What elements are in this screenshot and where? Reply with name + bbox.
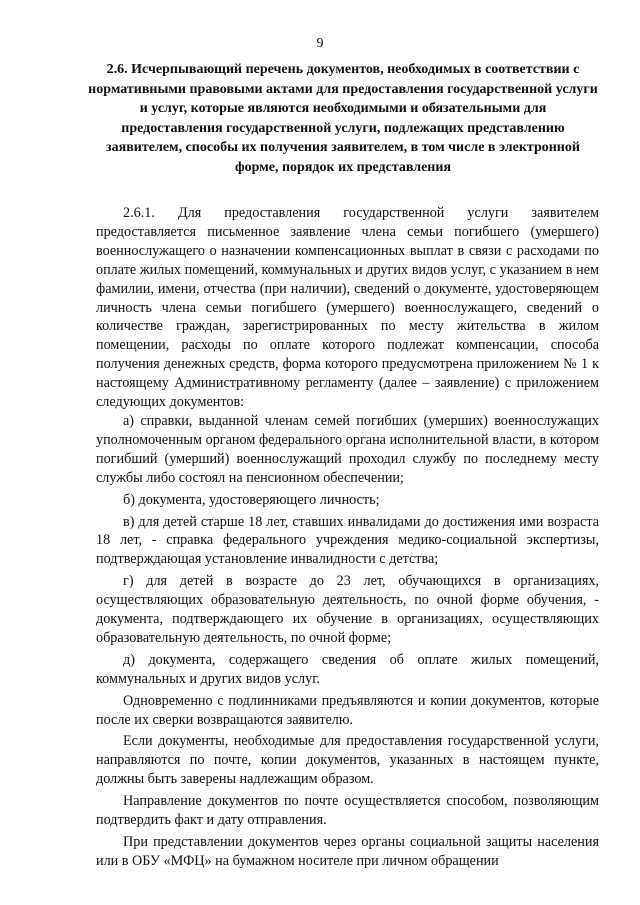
paragraph-mail-method: Направление документов по почте осуществляется способом, позволяющим подтвердить факт и дату отправления. — [96, 793, 599, 829]
section-heading: 2.6. Исчерпывающий перечень документов, необходимых в соответствии с нормативными правовыми актами для предоставления государственной услуги и услуг, которые являются необходимыми и обязательными для предоставления государственной услуги, подлежащих представлению заявителем, способы их получения заявителем, в том числе в электронной форме, порядок их представления — [88, 62, 598, 175]
paragraph-in-person: При представлении документов через органы социальной защиты населения или в ОБУ «МФЦ» на бумажном носителе при личном обращении — [96, 834, 599, 869]
list-item-a: а) справки, выданной членам семей погибших (умерших) военнослужащих уполномоченным органом федерального органа исполнительной власти, в котором погибший (умерший) военнослужащий проходил службу по последнему месту службы либо состоял на пенсионном обеспечении; — [96, 412, 599, 486]
list-item-v: в) для детей старше 18 лет, ставших инвалидами до достижения ими возраста 18 лет, - справка федерального учреждения медико-социальной экспертизы, подтверждающая установление инвалидности с детства; — [96, 513, 599, 568]
section-body — [96, 204, 599, 871]
list-item-b: б) документа, удостоверяющего личность; — [123, 491, 380, 508]
paragraph-2-6-1: 2.6.1. Для предоставления государственной услуги заявителем предоставляется письменное заявление члена семьи погибшего (умершего) военнослужащего о назначении компенсационных выплат в связи с расходами по оплате жилых помещений, коммунальных и других видов услуг, с указанием в нем фамилии, имени, отчества (при наличии), сведений о документе, удостоверяющем личность члена семьи погибшего (умершего) военнослужащего, сведений о количестве граждан, зарегистрированных по месту жительства в жилом помещении, расходы по оплате которого подлежат компенсации, способа получения денежных средств, форма которого предусмотрена приложением № 1 к настоящему Административному регламенту (далее – заявление) с приложением следующих документов: — [96, 205, 599, 411]
paragraph-mail-documents: Если документы, необходимые для предоставления государственной услуги, направляются по почте, копии документов, указанных в настоящем пункте, должны быть заверены надлежащим образом. — [96, 733, 599, 788]
list-item-g: г) для детей в возрасте до 23 лет, обучающихся в организациях, осуществляющих образовательную деятельность, по очной форме обучения, - документа, подтверждающего их обучение в организациях, осуществляющих образовательную деятельность, по очной форме; — [96, 573, 599, 646]
page-number: 9 — [316, 36, 324, 51]
paragraph-copies: Одновременно с подлинниками предъявляются и копии документов, которые после их сверки возвращаются заявителю. — [96, 692, 599, 728]
list-item-d: д) документа, содержащего сведения об оплате жилых помещений, коммунальных и других видов услуг. — [96, 651, 599, 687]
